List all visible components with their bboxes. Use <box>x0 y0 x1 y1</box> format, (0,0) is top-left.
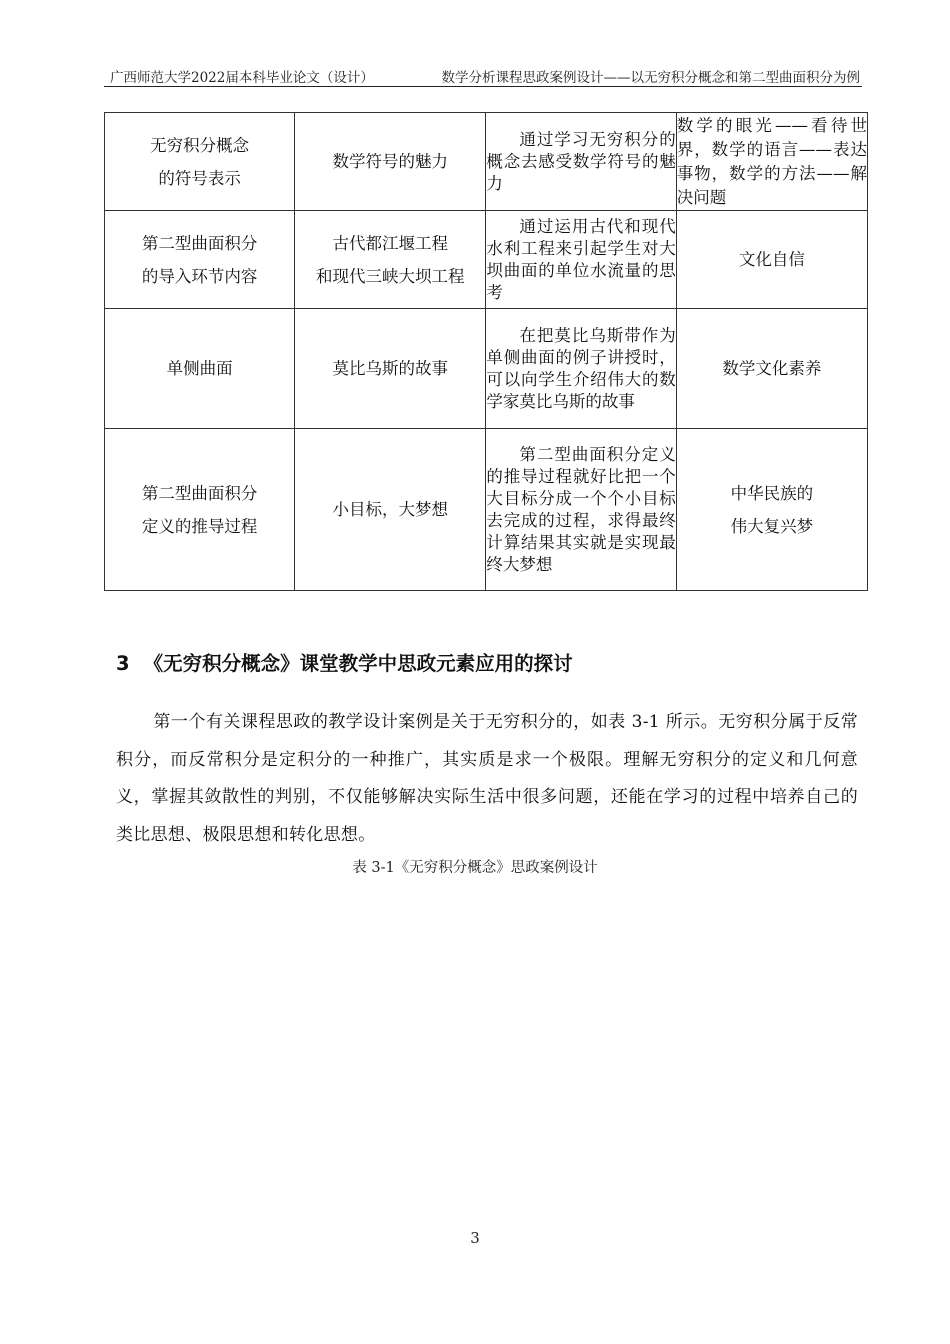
cell-line: 单侧曲面 <box>166 359 233 378</box>
body-paragraph: 第一个有关课程思政的教学设计案例是关于无穷积分的，如表 3-1 所示。无穷积分属于反常积分，而反常积分是定积分的一种推广，其实质是求一个极限。理解无穷积分的定义和几何意义，掌握其敛散性的判别，不仅能够解决实际生活中很多问题，还能在学习的过程中培养自己的类比思想、极限思想和转化思想。 <box>116 712 858 845</box>
table-row <box>105 211 868 309</box>
cell-line: 定义的推导过程 <box>141 516 258 536</box>
table-cell: 文化自信 <box>676 211 867 309</box>
table-cell <box>676 429 867 591</box>
table-cell: 在把莫比乌斯带作为单侧曲面的例子讲授时，可以向学生介绍伟大的数学家莫比乌斯的故事 <box>486 309 676 429</box>
table-cell <box>295 211 486 309</box>
cell-line: 中华民族的 <box>730 483 814 503</box>
cell-line: 数学符号的魅力 <box>332 152 449 171</box>
table-cell <box>105 429 295 591</box>
cell-line: 的导入环节内容 <box>141 266 258 286</box>
cell-line: 莫比乌斯的故事 <box>332 359 449 378</box>
table-cell: 通过运用古代和现代水利工程来引起学生对大坝曲面的单位水流量的思考 <box>486 211 676 309</box>
table-row <box>105 429 868 591</box>
cell-line: 无穷积分概念 <box>150 135 250 155</box>
table-row <box>105 309 868 429</box>
cell-line: 小目标，大梦想 <box>332 500 449 519</box>
running-header <box>104 62 862 87</box>
cell-line: 古代都江堰工程 <box>332 233 449 253</box>
cell-line: 和现代三峡大坝工程 <box>316 266 465 286</box>
table-cell <box>295 309 486 429</box>
table-row <box>105 113 868 211</box>
table-cell: 数学文化素养 <box>676 309 867 429</box>
cell-line: 第二型曲面积分 <box>141 233 258 253</box>
section-title: 《无穷积分概念》课堂教学中思政元素应用的探讨 <box>143 652 573 675</box>
table-cell <box>105 211 295 309</box>
section-number: 3 <box>116 652 130 675</box>
table-cell: 数学的眼光——看待世界，数学的语言——表达事物，数学的方法——解决问题 <box>676 113 867 211</box>
header-thesis-title: 数学分析课程思政案例设计——以无穷积分概念和第二型曲面积分为例 <box>441 70 860 86</box>
table-cell: 通过学习无穷积分的概念去感受数学符号的魅力 <box>486 113 676 211</box>
table-cell <box>295 113 486 211</box>
table-cell <box>295 429 486 591</box>
section-heading <box>116 648 573 676</box>
cell-line: 的符号表示 <box>158 168 241 188</box>
table-caption: 表 3-1《无穷积分概念》思政案例设计 <box>352 860 598 876</box>
header-university: 广西师范大学2022届本科毕业论文（设计） <box>110 70 374 86</box>
table-cell <box>105 113 295 211</box>
cell-line: 伟大复兴梦 <box>730 516 814 536</box>
table-cell <box>105 309 295 429</box>
cell-line: 第二型曲面积分 <box>141 483 258 503</box>
table-cell: 第二型曲面积分定义的推导过程就好比把一个大目标分成一个个小目标去完成的过程，求得最终计算结果其实就是实现最终大梦想 <box>486 429 676 591</box>
case-design-table <box>104 112 868 591</box>
page-number: 3 <box>470 1229 480 1247</box>
